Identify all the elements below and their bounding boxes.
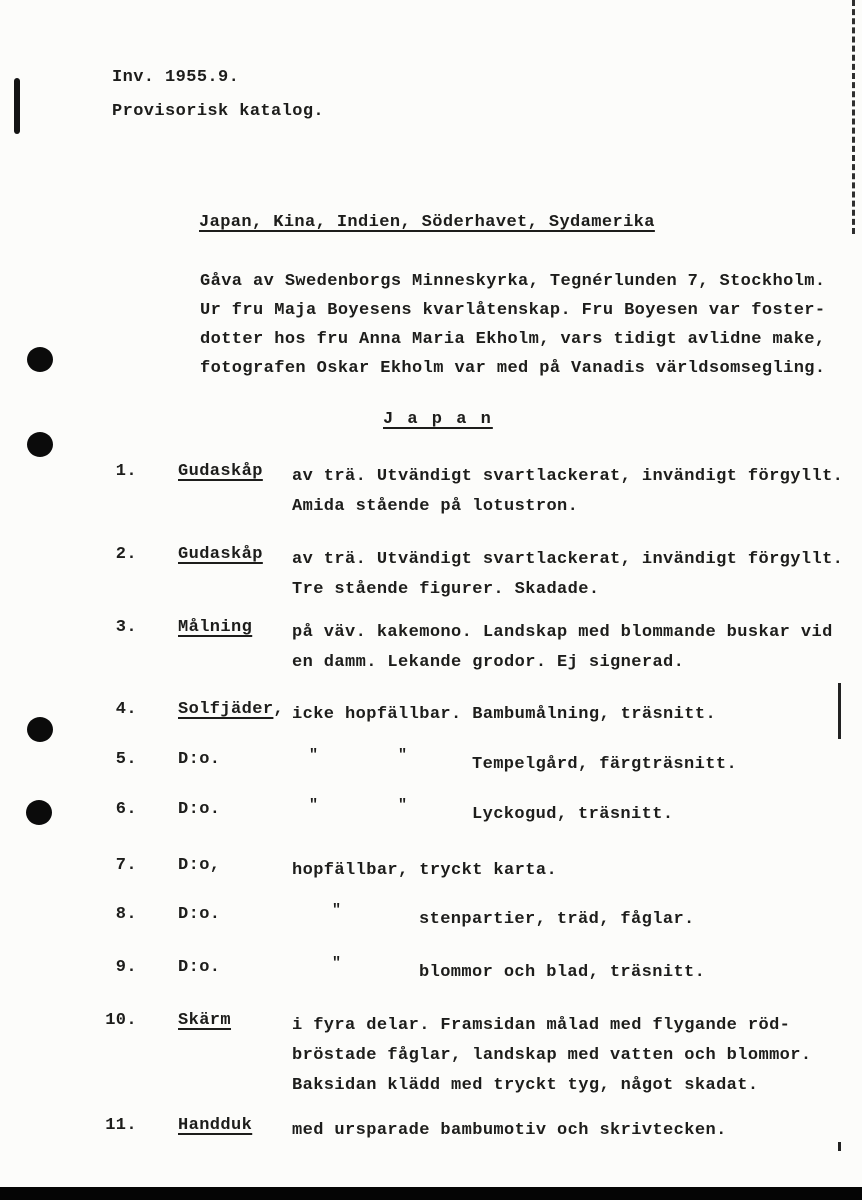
item-description [419,905,695,935]
description-line: av trä. Utvändigt svartlackerat, invändigt förgyllt. [292,467,844,486]
item-description [472,750,737,780]
page-edge-mark [838,683,841,739]
ditto-quote: " [398,747,408,764]
page-edge-mark [838,1142,841,1151]
punch-hole [27,432,53,457]
provenance-paragraph [200,267,826,383]
item-description [472,800,673,830]
ditto-quote: " [332,902,342,919]
description-line: Amida stående på lotustron. [292,497,579,516]
item-number: 7. [115,856,137,875]
subsection-heading: J a p a n [383,410,493,429]
description-line: en damm. Lekande grodor. Ej signerad. [292,653,685,672]
item-number: 4. [115,700,137,719]
description-line: Tempelgård, färgträsnitt. [472,755,738,774]
description-line: stenpartier, träd, fåglar. [419,910,695,929]
description-line: blommor och blad, träsnitt. [419,963,706,982]
item-term: Gudaskåp [178,545,263,564]
margin-mark [14,78,20,134]
item-term: D:o. [178,800,221,819]
provenance-line: dotter hos fru Anna Maria Ekholm, vars tidigt avlidne make, [200,330,826,349]
item-number: 5. [115,750,137,769]
ditto-quote: " [398,797,408,814]
item-term: Målning [178,618,253,637]
scan-bottom-bar [0,1187,862,1200]
description-line: av trä. Utvändigt svartlackerat, invändigt förgyllt. [292,550,844,569]
provenance-line: Ur fru Maja Boyesens kvarlåtenskap. Fru Boyesen var foster- [200,301,826,320]
item-number: 6. [115,800,137,819]
item-number: 10. [105,1011,137,1030]
item-description [292,462,843,522]
item-number: 11. [105,1116,137,1135]
item-term: Gudaskåp [178,462,263,481]
catalog-subtitle: Provisorisk katalog. [112,102,325,121]
section-title: Japan, Kina, Indien, Söderhavet, Sydamerika [199,213,655,232]
item-term: Handduk [178,1116,253,1135]
item-term: Skärm [178,1011,232,1030]
page-edge-dashes [852,0,855,234]
ditto-quote: " [309,747,319,764]
term-suffix: , [273,700,285,719]
description-line: Baksidan klädd med tryckt tyg, något skadat. [292,1076,759,1095]
item-number: 2. [115,545,137,564]
item-description [292,545,843,605]
item-number: 9. [115,958,137,977]
item-description [292,1116,727,1146]
ditto-quote: " [309,797,319,814]
item-term: D:o. [178,750,221,769]
punch-hole [27,347,53,372]
item-number: 3. [115,618,137,637]
inventory-number: Inv. 1955.9. [112,68,240,87]
description-line: Lyckogud, träsnitt. [472,805,674,824]
item-term: Solfjäder, [178,700,285,719]
description-line: på väv. kakemono. Landskap med blommande buskar vid [292,623,833,642]
punch-hole [26,800,52,825]
item-number: 1. [115,462,137,481]
description-line: icke hopfällbar. Bambumålning, träsnitt. [292,705,717,724]
ditto-quote: " [332,955,342,972]
provenance-line: fotografen Oskar Ekholm var med på Vanadis världsomsegling. [200,359,826,378]
description-line: Tre stående figurer. Skadade. [292,580,600,599]
description-line: i fyra delar. Framsidan målad med flygande röd- [292,1016,791,1035]
item-term: D:o. [178,958,221,977]
description-line: hopfällbar, tryckt karta. [292,861,558,880]
item-description [419,958,705,988]
item-number: 8. [115,905,137,924]
item-term: D:o, [178,856,221,875]
punch-hole [27,717,53,742]
item-description [292,856,557,886]
description-line: bröstade fåglar, landskap med vatten och blommor. [292,1046,812,1065]
provenance-line: Gåva av Swedenborgs Minneskyrka, Tegnérlunden 7, Stockholm. [200,272,826,291]
item-description [292,700,716,730]
item-description [292,1011,811,1101]
item-term: D:o. [178,905,221,924]
item-description [292,618,833,678]
description-line: med ursparade bambumotiv och skrivtecken. [292,1121,727,1140]
